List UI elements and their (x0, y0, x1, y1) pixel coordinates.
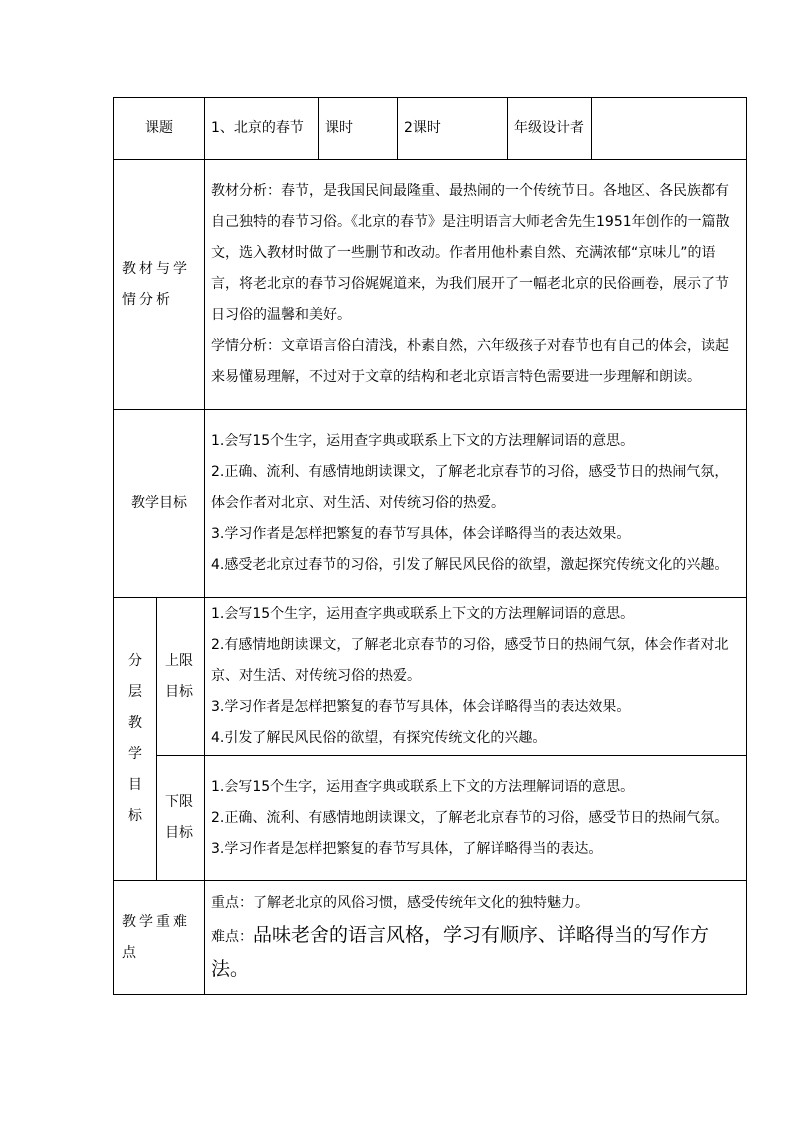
label-designer: 年级设计者 (508, 98, 592, 160)
upper-goal-item: 3.学习作者是怎样把繁复的春节写具体，体会详略得当的表达效果。 (211, 699, 631, 715)
goal-item: 1.会写15个生字，运用查字典或联系上下文的方法理解词语的意思。 (211, 433, 635, 449)
analysis-content (205, 160, 747, 410)
lower-goals-content (205, 756, 747, 881)
difficulty-text (211, 919, 740, 987)
layered-label-char: 学 (128, 746, 142, 762)
label-goals: 教学目标 (114, 410, 205, 598)
goal-item: 2.正确、流利、有感情地朗读课文，了解老北京春节的习俗，感受节日的热闹气氛，体会作者对北京、对生活、对传统习俗的热爱。 (211, 464, 729, 511)
designer-value (592, 98, 747, 160)
lower-goal-item: 1.会写15个生字，运用查字典或联系上下文的方法理解词语的意思。 (211, 778, 635, 795)
upper-goals-row (114, 598, 747, 756)
difficulty-value: 品味老舍的语言风格，学习有顺序、详略得当的写作方法。 (211, 924, 710, 980)
topic-value: 1、北京的春节 (205, 98, 319, 160)
goals-content (205, 410, 747, 598)
focus-text: 重点：了解老北京的风俗习惯，感受传统年文化的独特魅力。 (211, 895, 589, 911)
period-value: 2课时 (398, 98, 508, 160)
label-key-points: 教学重难点 (114, 881, 205, 995)
label-lower-goals: 下限目标 (157, 756, 205, 881)
label-period: 课时 (319, 98, 398, 160)
label-analysis: 教材与学情分析 (114, 160, 205, 410)
goals-row (114, 410, 747, 598)
lesson-plan-table (113, 97, 747, 995)
student-analysis-text: 学情分析：文章语言俗白清浅，朴素自然，六年级孩子对春节也有自己的体会，读起来易懂易理解，不过对于文章的结构和老北京语言特色需要进一步理解和朗读。 (211, 338, 729, 385)
lower-goal-item: 2.正确、流利、有感情地朗读课文，了解老北京春节的习俗，感受节日的热闹气氛。 (211, 809, 729, 826)
layered-label-char: 目 (128, 777, 142, 793)
label-upper-goals: 上限目标 (157, 598, 205, 756)
label-layered-goals (114, 598, 157, 881)
upper-goal-item: 1.会写15个生字，运用查字典或联系上下文的方法理解词语的意思。 (211, 606, 635, 622)
layered-label-char: 教 (128, 715, 142, 731)
key-points-row (114, 881, 747, 995)
header-row (114, 98, 747, 160)
layered-label-char: 分 (128, 653, 142, 669)
lower-goals-row (114, 756, 747, 881)
layered-label-char: 层 (128, 684, 142, 700)
material-analysis-text: 教材分析：春节，是我国民间最隆重、最热闹的一个传统节日。各地区、各民族都有自己独特的春节习俗。《北京的春节》是注明语言大师老舍先生1951年创作的一篇散文，选入教材时做了一些删节和改动。作者用他朴素自然、充满浓郁“京味儿”的语言，将老北京的春节习俗娓娓道来，为我们展开了一幅老北京的民俗画卷，展示了节日习俗的温馨和美好。 (211, 183, 730, 323)
lower-goal-item: 3.学习作者是怎样把繁复的春节写具体，了解详略得当的表达。 (211, 840, 603, 857)
key-points-content (205, 881, 747, 995)
upper-goal-item: 4.引发了解民风民俗的欲望，有探究传统文化的兴趣。 (211, 730, 547, 746)
analysis-row (114, 160, 747, 410)
difficulty-label: 难点： (211, 929, 253, 945)
upper-goal-item: 2.有感情地朗读课文，了解老北京春节的习俗，感受节日的热闹气氛，体会作者对北京、对生活、对传统习俗的热爱。 (211, 637, 729, 684)
goal-item: 4.感受老北京过春节的习俗，引发了解民风民俗的欲望，激起探究传统文化的兴趣。 (211, 557, 729, 573)
label-topic: 课题 (114, 98, 205, 160)
goal-item: 3.学习作者是怎样把繁复的春节写具体，体会详略得当的表达效果。 (211, 526, 631, 542)
layered-label-char: 标 (128, 808, 142, 824)
upper-goals-content (205, 598, 747, 756)
